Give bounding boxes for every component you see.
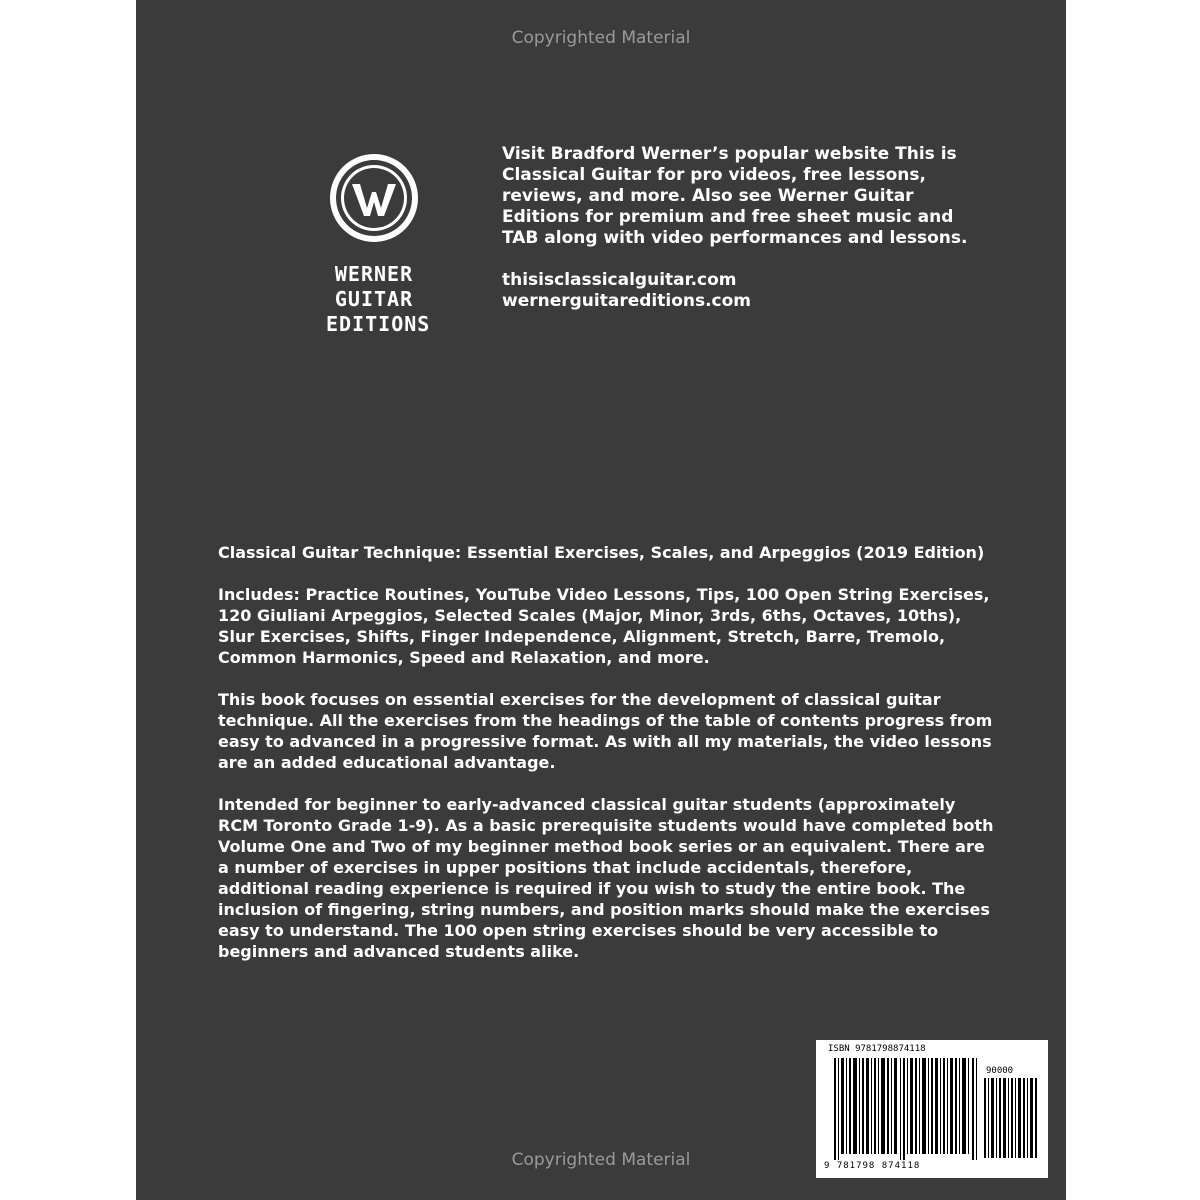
publisher-name [326, 262, 431, 337]
book-title: Classical Guitar Technique: Essential Exercises, Scales, and Arpeggios (2019 Edition) [218, 543, 985, 562]
promo-links [502, 270, 982, 312]
back-cover [136, 0, 1066, 1200]
watermark-bottom: Copyrighted Material [511, 1150, 691, 1170]
watermark-top: Copyrighted Material [511, 28, 691, 48]
w-logo-icon [330, 154, 418, 242]
book-description [218, 542, 998, 983]
logo-line-2: GUITAR [334, 287, 414, 311]
intended-paragraph: Intended for beginner to early-advanced classical guitar students (approximately RCM Toronto Grade 1-9). As a basic prerequisite students would have completed both Volume One and Two of my beginner method book series or an equivalent. There are a number of exercises in upper positions that include accidentals, therefore, additional reading experience is required if you wish to study the entire book. The inclusion of fingering, string numbers, and position marks should make the exercises easy to understand. The 100 open string exercises should be very accessible to beginners and advanced students alike. [218, 795, 994, 961]
price-barcode-icon [984, 1078, 1040, 1158]
website-link-2: wernerguitareditions.com [502, 291, 752, 311]
focus-paragraph: This book focuses on essential exercises for the development of classical guitar technique. All the exercises from the headings of the table of contents progress from easy to advanced in a progressive format. As with all my materials, the video lessons are an added educational advantage. [218, 690, 993, 772]
barcode-bars-icon [834, 1058, 980, 1160]
website-link-1: thisisclassicalguitar.com [502, 270, 737, 290]
logo-line-1: WERNER [334, 262, 414, 286]
publisher-logo [326, 154, 431, 337]
isbn-number: ISBN 9781798874118 [828, 1044, 926, 1054]
barcode-digits: 9 781798 874118 [824, 1161, 921, 1171]
includes-paragraph: Includes: Practice Routines, YouTube Video Lessons, Tips, 100 Open String Exercises, 120 Giuliani Arpeggios, Selected Scales (Major, Minor, 3rds, 6ths, Octaves, 10ths), Slur Exercises, Shifts, Finger Independence, Alignment, Stretch, Barre, Tremolo, Common Harmonics, Speed and Relaxation, and more. [218, 585, 990, 667]
promo-text: Visit Bradford Werner’s popular website This is Classical Guitar for pro videos, free lessons, reviews, and more. Also see Werner Guitar Editions for premium and free sheet music and TAB along with video performances and lessons. [502, 144, 968, 248]
logo-line-3: EDITIONS [326, 312, 431, 336]
promo-block [502, 144, 982, 312]
price-code: 90000 [986, 1066, 1014, 1076]
